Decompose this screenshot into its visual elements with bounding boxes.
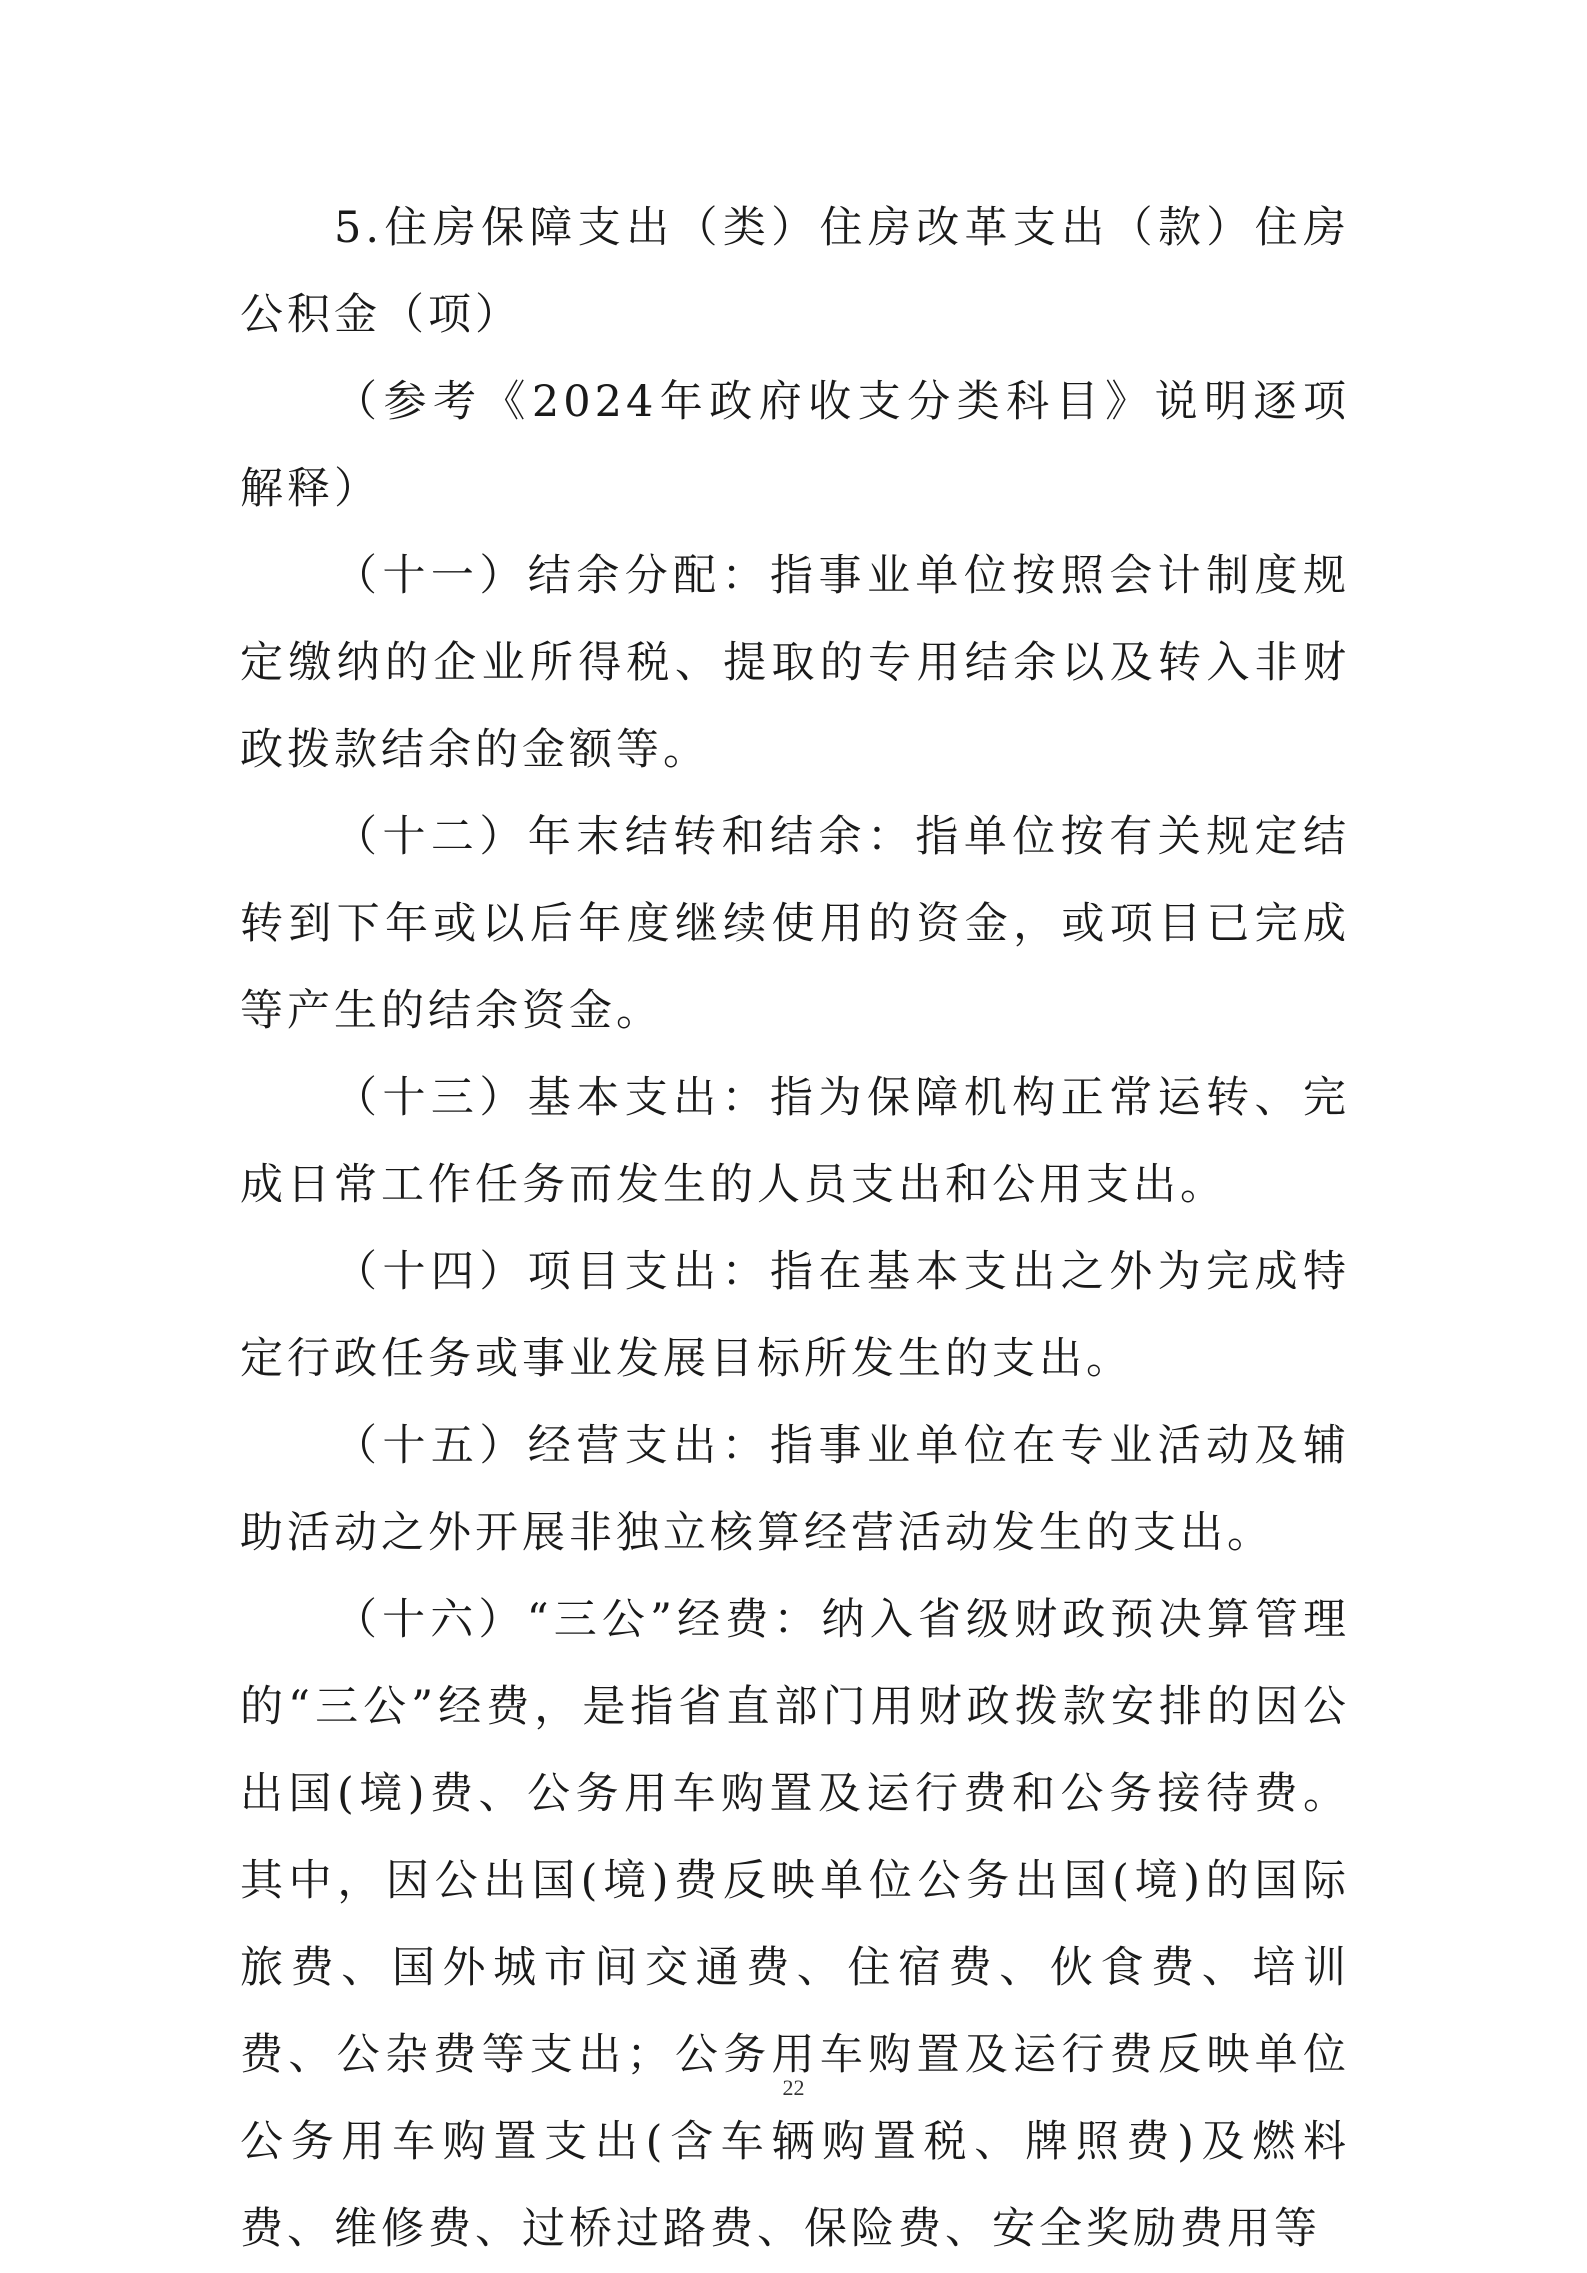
paragraph-surplus-distribution: （十一）结余分配：指事业单位按照会计制度规定缴纳的企业所得税、提取的专用结余以及转入非财政拨款结余的金额等。 <box>240 551 1350 775</box>
paragraph-reference-note: （参考《2024年政府收支分类科目》说明逐项解释） <box>240 377 1350 514</box>
paragraph-housing-expenditure: 5.住房保障支出（类）住房改革支出（款）住房公积金（项） <box>240 203 1350 340</box>
paragraph-project-expenditure: （十四）项目支出：指在基本支出之外为完成特定行政任务或事业发展目标所发生的支出。 <box>240 1247 1350 1384</box>
paragraph-basic-expenditure: （十三）基本支出：指为保障机构正常运转、完成日常工作任务而发生的人员支出和公用支出。 <box>240 1073 1350 1210</box>
paragraph-year-end-carryover: （十二）年末结转和结余：指单位按有关规定结转到下年或以后年度继续使用的资金，或项目已完成等产生的结余资金。 <box>240 812 1350 1036</box>
page-number: 22 <box>782 2075 805 2100</box>
paragraph-operating-expenditure: （十五）经营支出：指事业单位在专业活动及辅助活动之外开展非独立核算经营活动发生的支出。 <box>240 1421 1350 1558</box>
paragraph-three-public-expenses: （十六）“三公”经费：纳入省级财政预决算管理的“三公”经费，是指省直部门用财政拨款安排的因公出国(境)费、公务用车购置及运行费和公务接待费。其中，因公出国(境)费反映单位公务出国(境)的国际旅费、国外城市间交通费、住宿费、伙食费、培训费、公杂费等支出；公务用车购置及运行费反映单位公务用车购置支出(含车辆购置税、牌照费)及燃料费、维修费、过桥过路费、保险费、安全奖励费用等 <box>240 1595 1350 2254</box>
document-body <box>240 185 1350 2273</box>
